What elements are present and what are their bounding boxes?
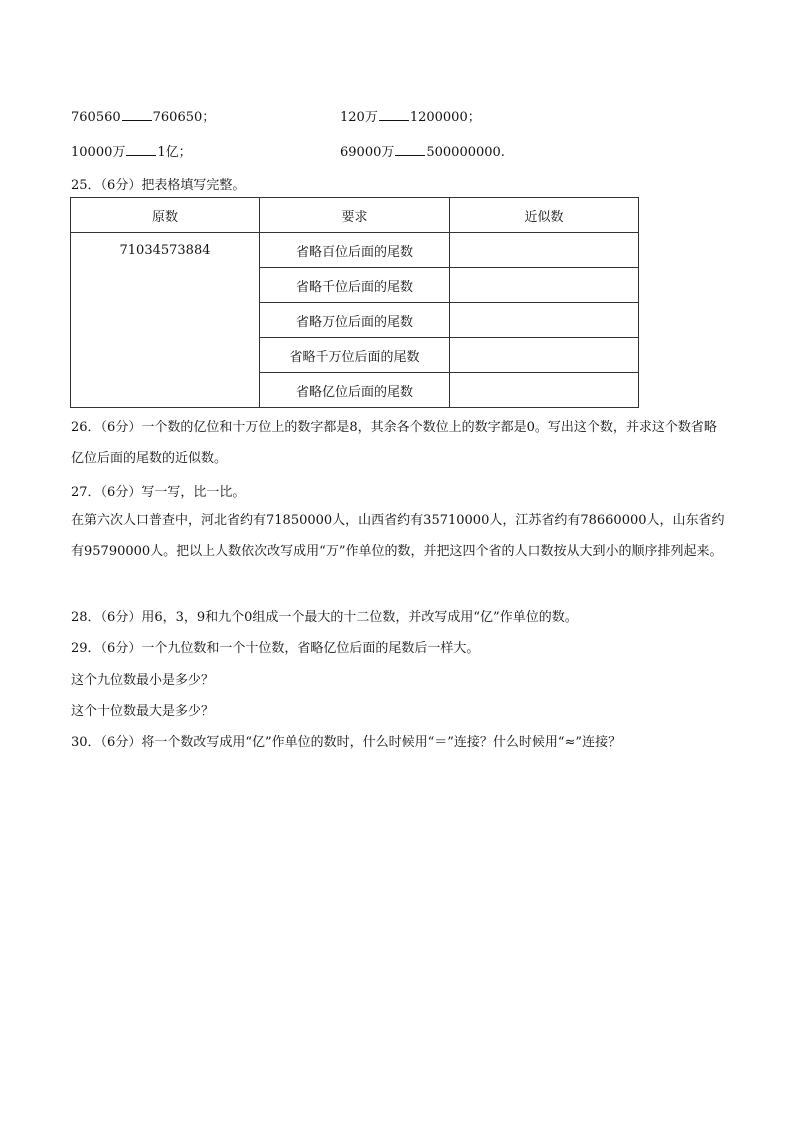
approximation-input-cell[interactable] <box>450 373 639 408</box>
compare-left-value: 69000万 <box>340 145 395 160</box>
question-27-body: 在第六次人口普查中，河北省约有71850000人，山西省约有35710000人，江苏省约有78660000人，山东省约有95790000人。把以上人数依次改写成用“万”作单位的数，并把这四个省的人口数按从大到小的顺序排列起来。 <box>71 513 725 559</box>
requirement-cell: 省略亿位后面的尾数 <box>260 373 450 408</box>
question-27-stem: 27．（6分）写一写，比一比。 <box>71 485 246 500</box>
question-29-stem: 29．（6分）一个九位数和一个十位数，省略亿位后面的尾数后一样大。 <box>71 641 480 656</box>
answer-blank[interactable] <box>379 109 409 121</box>
header-original: 原数 <box>71 198 260 233</box>
header-requirement: 要求 <box>260 198 450 233</box>
answer-blank[interactable] <box>395 144 425 156</box>
header-approximation: 近似数 <box>450 198 639 233</box>
approximation-input-cell[interactable] <box>450 268 639 303</box>
question-26: 26．（6分）一个数的亿位和十万位上的数字都是8，其余各个数位上的数字都是0。写出这个数，并求这个数省略亿位后面的尾数的近似数。 <box>71 420 717 466</box>
question-28: 28．（6分）用6，3，9和九个0组成一个最大的十二位数，并改写成用“亿”作单位的数。 <box>71 610 578 625</box>
compare-left-value: 120万 <box>340 110 378 125</box>
question-29-sub1: 这个九位数最小是多少？ <box>71 673 215 688</box>
compare-left-value: 760560 <box>71 110 121 125</box>
compare-item-2 <box>340 106 481 125</box>
rounding-table <box>70 197 639 408</box>
compare-item-1 <box>71 106 215 125</box>
question-29-sub2: 这个十位数最大是多少？ <box>71 704 215 719</box>
table-header-row <box>71 198 639 233</box>
requirement-cell: 省略万位后面的尾数 <box>260 303 450 338</box>
compare-right-value: 1200000； <box>409 110 481 125</box>
approximation-input-cell[interactable] <box>450 233 639 268</box>
compare-right-value: 500000000. <box>426 145 505 160</box>
approximation-input-cell[interactable] <box>450 338 639 373</box>
approximation-input-cell[interactable] <box>450 303 639 338</box>
requirement-cell: 省略千万位后面的尾数 <box>260 338 450 373</box>
question-25-stem: 25．（6分）把表格填写完整。 <box>71 178 246 193</box>
compare-item-4 <box>340 141 505 160</box>
original-number-cell: 71034573884 <box>71 233 260 408</box>
question-30: 30．（6分）将一个数改写成用“亿”作单位的数时，什么时候用“＝”连接？什么时候用“≈”连接？ <box>71 735 622 750</box>
answer-blank[interactable] <box>122 109 152 121</box>
answer-blank[interactable] <box>126 144 156 156</box>
requirement-cell: 省略百位后面的尾数 <box>260 233 450 268</box>
compare-right-value: 760650； <box>152 110 216 125</box>
table-row <box>71 233 639 268</box>
compare-right-value: 1亿； <box>157 145 192 160</box>
compare-left-value: 10000万 <box>71 145 126 160</box>
requirement-cell: 省略千位后面的尾数 <box>260 268 450 303</box>
compare-item-3 <box>71 141 192 160</box>
